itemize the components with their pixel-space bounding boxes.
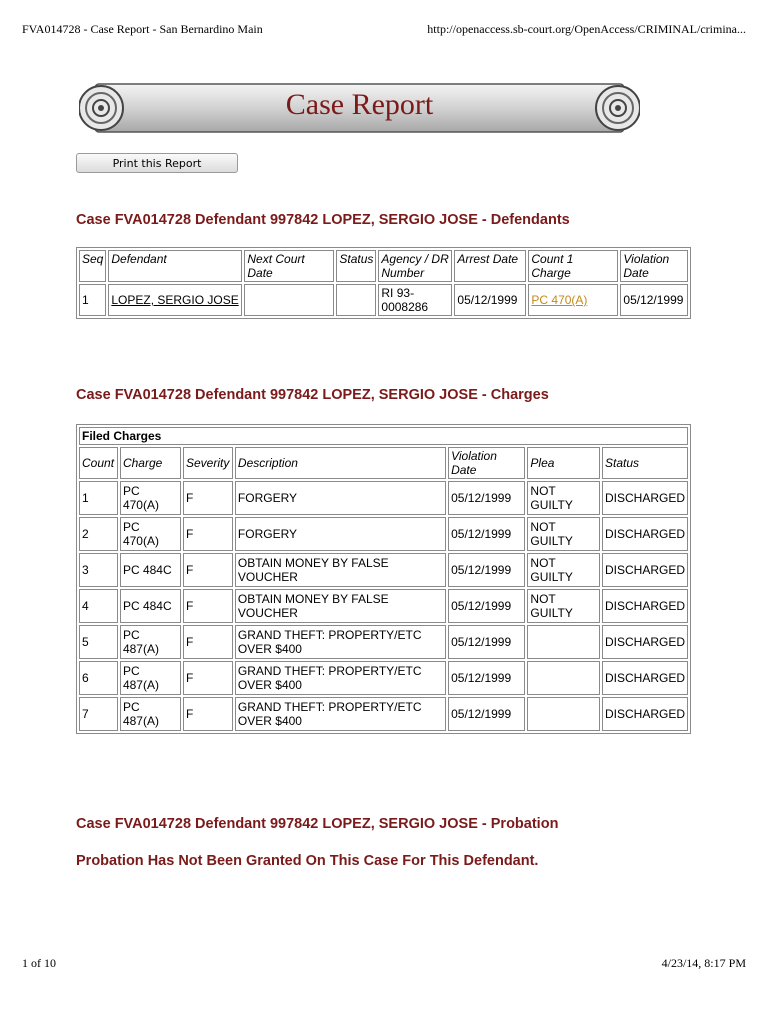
charge-status: DISCHARGED [602,553,688,587]
charge-description: FORGERY [235,517,446,551]
charge-description: GRAND THEFT: PROPERTY/ETC OVER $400 [235,697,446,731]
case-report-banner [79,82,640,136]
col-header-violation-date: Violation Date [620,250,688,282]
table-row [79,661,688,695]
banner-title: Case Report [285,88,434,121]
charge-plea: NOT GUILTY [527,481,600,515]
charge-violation-date: 05/12/1999 [448,517,525,551]
charge-severity: F [183,553,233,587]
print-header [22,22,746,38]
col-header-plea: Plea [527,447,600,479]
col-header-count: Count [79,447,118,479]
charge-plea: NOT GUILTY [527,589,600,623]
defendant-charge-cell [528,284,618,316]
charge-count: 3 [79,553,118,587]
col-header-charge: Charge [120,447,181,479]
table-row [79,553,688,587]
col-header-description: Description [235,447,446,479]
defendants-header-row [79,250,688,282]
charge-severity: F [183,589,233,623]
col-header-status: Status [336,250,376,282]
col-header-defendant: Defendant [108,250,242,282]
charge-severity: F [183,517,233,551]
charge-code: PC 487(A) [120,625,181,659]
defendant-next-court-date [244,284,334,316]
table-row [79,481,688,515]
probation-section-title: Case FVA014728 Defendant 997842 LOPEZ, SERGIO JOSE - Probation [76,816,559,832]
charge-code: PC 487(A) [120,697,181,731]
defendant-name-cell [108,284,242,316]
defendant-name-link[interactable]: LOPEZ, SERGIO JOSE [111,293,239,307]
charge-violation-date: 05/12/1999 [448,553,525,587]
charge-status: DISCHARGED [602,697,688,731]
charge-status: DISCHARGED [602,661,688,695]
charge-severity: F [183,625,233,659]
col-header-violation-date: Violation Date [448,447,525,479]
charge-violation-date: 05/12/1999 [448,481,525,515]
table-row [79,625,688,659]
charge-severity: F [183,697,233,731]
page-url: http://openaccess.sb-court.org/OpenAccess/CRIMINAL/crimina... [427,22,746,36]
defendants-table [76,247,691,319]
charge-description: OBTAIN MONEY BY FALSE VOUCHER [235,589,446,623]
page-indicator: 1 of 10 [22,956,56,970]
charge-status: DISCHARGED [602,625,688,659]
table-row [79,697,688,731]
defendant-arrest-date: 05/12/1999 [454,284,526,316]
charge-code: PC 487(A) [120,661,181,695]
col-header-arrest-date: Arrest Date [454,250,526,282]
charge-code: PC 470(A) [120,517,181,551]
charge-code: PC 470(A) [120,481,181,515]
count1-charge-link[interactable]: PC 470(A) [531,293,588,307]
filed-charges-table [76,424,691,734]
charge-severity: F [183,661,233,695]
probation-message: Probation Has Not Been Granted On This Case For This Defendant. [76,853,539,869]
table-row [79,284,688,316]
col-header-count1-charge: Count 1 Charge [528,250,618,282]
table-row [79,589,688,623]
charge-status: DISCHARGED [602,517,688,551]
defendants-section-title: Case FVA014728 Defendant 997842 LOPEZ, SERGIO JOSE - Defendants [76,212,570,228]
charge-status: DISCHARGED [602,481,688,515]
filed-charges-caption: Filed Charges [79,427,688,445]
table-row [79,517,688,551]
print-timestamp: 4/23/14, 8:17 PM [661,956,746,970]
charge-count: 4 [79,589,118,623]
charge-violation-date: 05/12/1999 [448,697,525,731]
print-footer [22,956,746,972]
charges-header-row [79,447,688,479]
page-title: FVA014728 - Case Report - San Bernardino Main [22,22,263,36]
defendant-status [336,284,376,316]
charge-severity: F [183,481,233,515]
charge-count: 1 [79,481,118,515]
charge-count: 6 [79,661,118,695]
charge-status: DISCHARGED [602,589,688,623]
defendant-violation-date: 05/12/1999 [620,284,688,316]
print-report-button[interactable]: Print this Report [76,153,238,173]
charge-violation-date: 05/12/1999 [448,589,525,623]
charge-plea: NOT GUILTY [527,553,600,587]
charge-violation-date: 05/12/1999 [448,625,525,659]
charge-description: FORGERY [235,481,446,515]
charge-description: OBTAIN MONEY BY FALSE VOUCHER [235,553,446,587]
charge-description: GRAND THEFT: PROPERTY/ETC OVER $400 [235,661,446,695]
col-header-agency: Agency / DR Number [378,250,452,282]
defendant-agency: RI 93-0008286 [378,284,452,316]
charge-plea [527,697,600,731]
charges-section-title: Case FVA014728 Defendant 997842 LOPEZ, SERGIO JOSE - Charges [76,387,549,403]
charge-count: 5 [79,625,118,659]
charge-code: PC 484C [120,589,181,623]
charge-description: GRAND THEFT: PROPERTY/ETC OVER $400 [235,625,446,659]
charge-plea: NOT GUILTY [527,517,600,551]
charge-plea [527,625,600,659]
charge-code: PC 484C [120,553,181,587]
charge-plea [527,661,600,695]
charge-count: 2 [79,517,118,551]
filed-charges-caption-row [79,427,688,445]
defendant-seq: 1 [79,284,106,316]
col-header-seq: Seq [79,250,106,282]
col-header-next-court-date: Next Court Date [244,250,334,282]
charge-count: 7 [79,697,118,731]
col-header-status: Status [602,447,688,479]
col-header-severity: Severity [183,447,233,479]
charge-violation-date: 05/12/1999 [448,661,525,695]
